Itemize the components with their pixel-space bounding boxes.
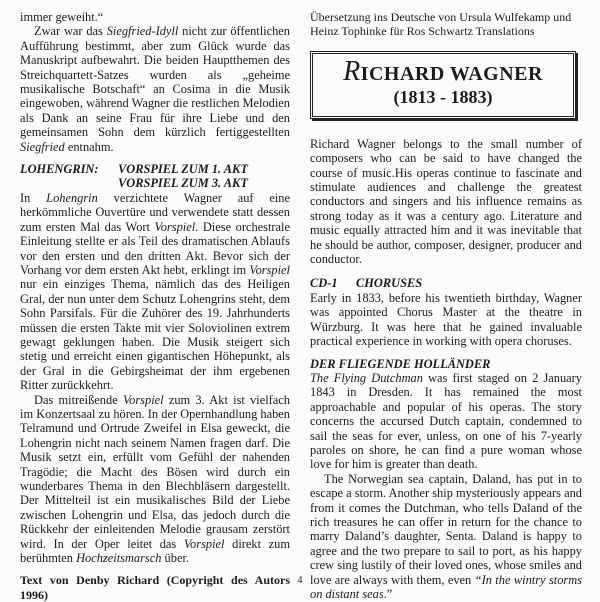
section-heading-key: CD-1 xyxy=(310,276,338,291)
title-box xyxy=(310,51,576,119)
left-column xyxy=(20,10,290,602)
paragraph-lohengrin: In Lohengrin verzichtete Wagner auf eine herkömmliche Ouvertüre und verwendete statt dessen zum ersten Mal das Wort Vorspiel. Diese orchestrale Einleitung stellte er als Teil des dramatischen Ablaufs vor den ersten und den dritten Akt. Bevor sich der Vorhang vor dem ersten Akt hebt, erklingt im Vorspiel nur ein einziges Thema, nämlich das des Heiligen Gral, der nun unter dem Schutz Lohengrins steht, dem Sohn Parsifals. Für die Zuhörer des 19. Jahrhunderts müssen die ersten Takte mit vier Soloviolinen extrem gewagt geklungen haben. Die Musik steigert sich stetig und erreicht einen gigantischen Höhepunkt, als der Gral in die Gebirgsheimat der ihm ergebenen Ritter zurückkehrt. xyxy=(20,190,290,393)
page-number: 4 xyxy=(297,575,303,586)
paragraph-choruses: Early in 1833, before his twentieth birthday, Wagner was appointed Chorus Master at the theatre in Würzburg. It was here that he gained invaluable practical experience in working with opera choruses. xyxy=(310,290,582,349)
paragraph-continued: immer geweiht.“ xyxy=(20,10,104,24)
composer-years: (1813 - 1883) xyxy=(393,86,493,107)
section-heading-line: VORSPIEL ZUM 1. AKT xyxy=(118,162,248,177)
section-heading-cd1 xyxy=(310,276,582,290)
paragraph-siegfried-idyll: Zwar war das Siegfried-Idyll nicht zur öffentlichen Aufführung bestimmt, aber zum Glück wurde das Manuskript aufbewahrt. Die beiden Hauptthemen des Streichquartett-Satzes wurden als „geheime musikalische Botschaft“ an Cosima in die Musik eingewoben, während Wagner die restlichen Melodien als Dank an seine Frau für ihre Liebe und den gemeinsamen Sohn dem kürzlich fertiggestellten Siegfried entnahm. xyxy=(20,24,291,154)
composer-name: RICHARD WAGNER xyxy=(343,55,543,87)
section-heading-lohengrin xyxy=(20,162,290,191)
section-heading-flying-dutchman: DER FLIEGENDE HOLLÄNDER xyxy=(310,356,491,371)
paragraph-flying-dutchman: The Flying Dutchman was first staged on 2 January 1843 in Dresden. It has remained the most approachable and popular of his operas. The story concerns the accursed Dutch captain, condemned to sail the seas for ever, unless, on one of his 7-yearly paroles on shore, he can find a pure woman whose love for him is greater than death. xyxy=(310,370,583,472)
right-column xyxy=(310,10,582,601)
author-credit: Text von Denby Richard (Copyright des Autors 1996) xyxy=(20,573,290,602)
translation-credit: Übersetzung ins Deutsche von Ursula Wulfekamp und Heinz Tophinke für Ros Schwartz Translations xyxy=(310,10,572,39)
paragraph-intro: Richard Wagner belongs to the small number of composers who can be said to have changed the course of music.His operas continue to fascinate and stimulate audiences and challenge the greatest conductors and singers and his influence remains as strong today as it was a century ago. Literature and music equally attracted him and it was inevitable that he should be author, composer, designer, producer and conductor. xyxy=(310,136,582,267)
paragraph-third-act: Das mitreißende Vorspiel zum 3. Akt ist vielfach im Konzertsaal zu hören. In der Opernhandlung haben Telramund und Ortrude Zweifel in Elsa geweckt, die Lohengrin nicht nach seinem Namen fragen darf. Die Musik setzt ein, erfüllt vom Gefühl der nahenden Tragödie; die Macht des Bösen wird durch ein wunderbares Thema in den Blechbläsern dargestellt. Der Mittelteil ist ein musikalisches Bild der Liebe zwischen Lohengrin und Elsa, das jedoch durch die Rückkehr der einleitenden Melodie grausam zerstört wird. In der Oper leitet das Vorspiel direkt zum berühmten Hochzeitsmarsch über. xyxy=(20,392,290,566)
section-heading-line: VORSPIEL ZUM 3. AKT xyxy=(118,176,248,191)
section-heading-key: LOHENGRIN: xyxy=(20,162,99,177)
paragraph-norwegian-captain: The Norwegian sea captain, Daland, has put in to escape a storm. Another ship mysteriously appears and from it comes the Dutchman, who tells Daland of the rich treasures he can offer in return for the chance to marry Daland’s daughter, Senta. Daland is happy to agree and the two prepare to sail to port, as his happy crew sing lustily of their loved ones, whose smiles and love are always with them, even “In the wintry storms on distant seas.” xyxy=(310,471,582,601)
section-heading-line: CHORUSES xyxy=(356,276,423,291)
